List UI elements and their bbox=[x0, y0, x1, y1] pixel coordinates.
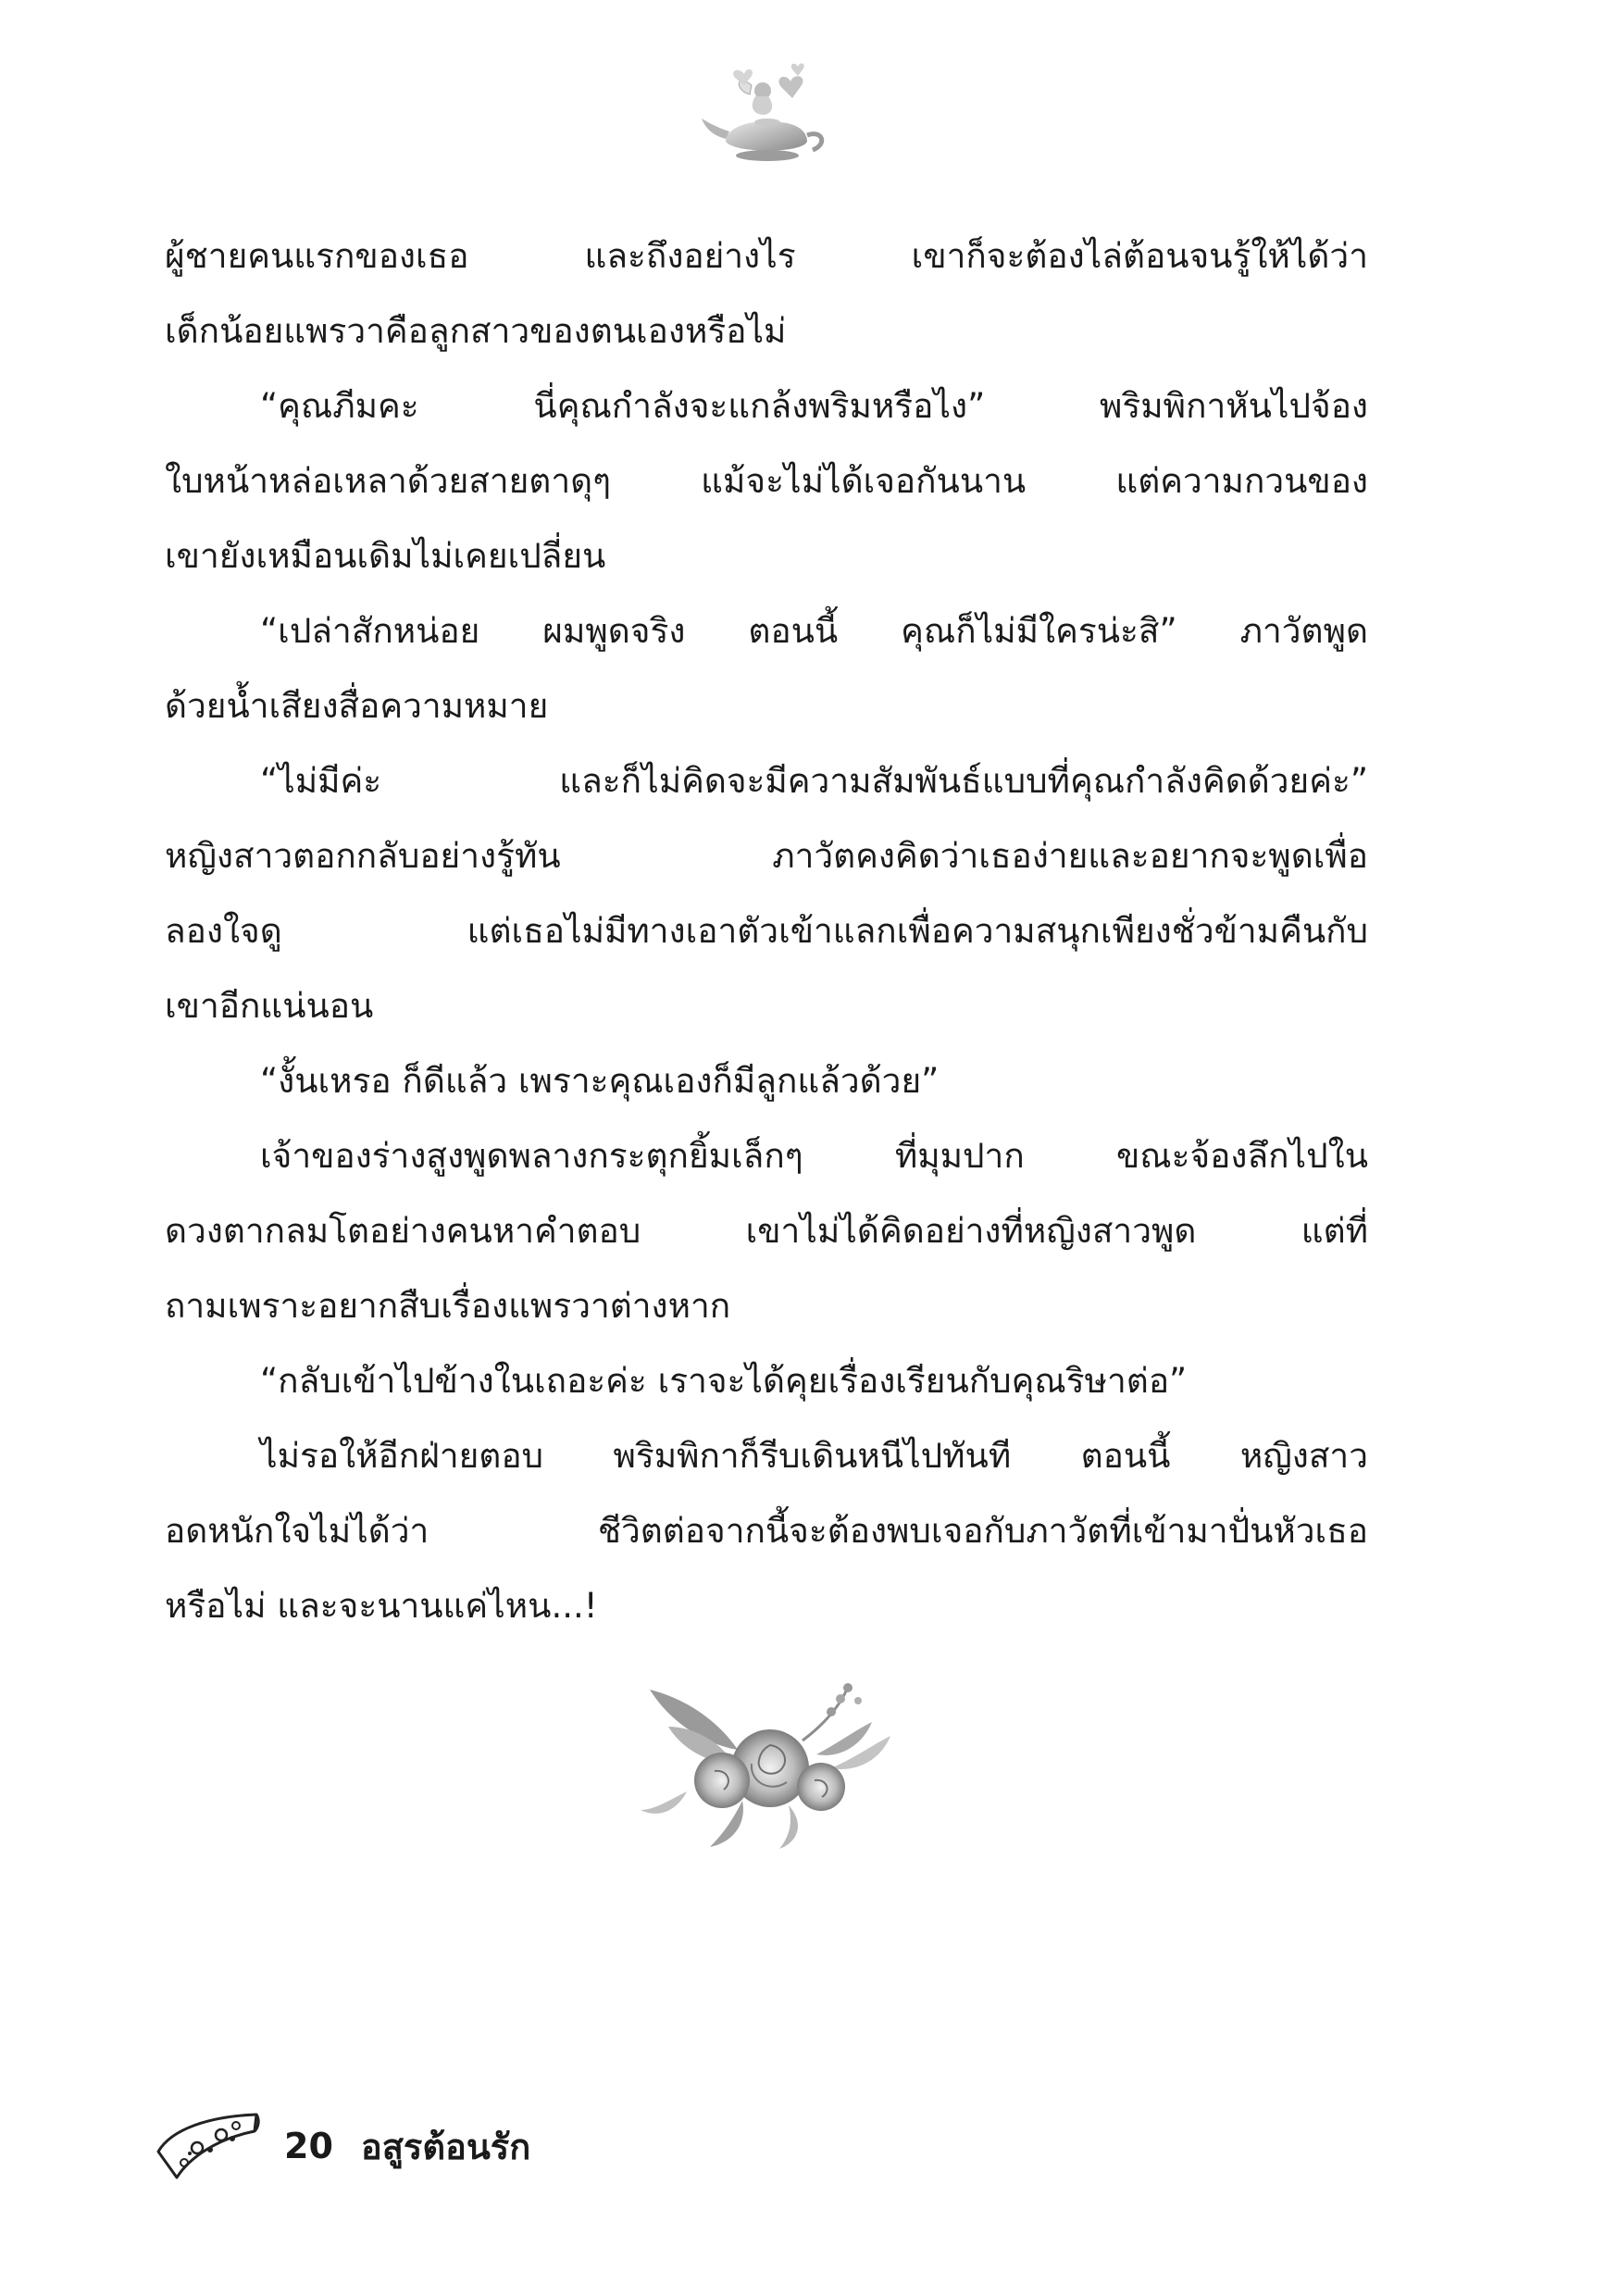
body-text bbox=[165, 218, 1368, 1643]
body-line: เจ้าของร่างสูงพูดพลางกระตุกยิ้มเล็กๆ ที่มุมปาก ขณะจ้องลึกไปใน bbox=[260, 1136, 1368, 1176]
body-line: ผู้ชายคนแรกของเธอ และถึงอย่างไร เขาก็จะต้องไล่ต้อนจนรู้ให้ได้ว่า bbox=[165, 236, 1368, 276]
body-line: เด็กน้อยแพรวาคือลูกสาวของตนเองหรือไม่ bbox=[165, 311, 787, 351]
body-line: เขายังเหมือนเดิมไม่เคยเปลี่ยน bbox=[165, 536, 606, 576]
page-footer bbox=[153, 2100, 530, 2192]
pizza-slice-icon bbox=[153, 2111, 264, 2181]
body-line: “ไม่มีค่ะ และก็ไม่คิดจะมีความสัมพันธ์แบบที่คุณกำลังคิดด้วยค่ะ” bbox=[260, 761, 1368, 801]
body-line: ใบหน้าหล่อเหลาด้วยสายตาดุๆ แม้จะไม่ได้เจอกันนาน แต่ความกวนของ bbox=[165, 461, 1368, 501]
book-title: อสูรต้อนรัก bbox=[360, 2126, 531, 2167]
body-line: หรือไม่ และจะนานแค่ไหน...! bbox=[165, 1586, 598, 1626]
teapot-cupid-icon bbox=[698, 54, 837, 174]
body-line: ลองใจดู แต่เธอไม่มีทางเอาตัวเข้าแลกเพื่อความสนุกเพียงชั่วข้ามคืนกับ bbox=[165, 911, 1368, 951]
body-line: อดหนักใจไม่ได้ว่า ชีวิตต่อจากนี้จะต้องพบเจอกับภาวัตที่เข้ามาปั่นหัวเธอ bbox=[165, 1511, 1368, 1551]
body-line: หญิงสาวตอกกลับอย่างรู้ทัน ภาวัตคงคิดว่าเธอง่ายและอยากจะพูดเพื่อ bbox=[165, 836, 1368, 876]
body-line: “กลับเข้าไปข้างในเถอะค่ะ เราจะได้คุยเรื่องเรียนกับคุณริษาต่อ” bbox=[260, 1361, 1188, 1401]
body-line: ด้วยน้ำเสียงสื่อความหมาย bbox=[165, 686, 549, 726]
body-line: ดวงตากลมโตอย่างคนหาคำตอบ เขาไม่ได้คิดอย่างที่หญิงสาวพูด แต่ที่ bbox=[165, 1211, 1368, 1251]
body-line: เขาอีกแน่นอน bbox=[165, 986, 374, 1026]
body-line: “งั้นเหรอ ก็ดีแล้ว เพราะคุณเองก็มีลูกแล้วด้วย” bbox=[260, 1061, 940, 1101]
body-line: ถามเพราะอยากสืบเรื่องแพรวาต่างหาก bbox=[165, 1286, 731, 1326]
rose-bouquet-icon bbox=[631, 1671, 909, 1852]
body-line: “เปล่าสักหน่อย ผมพูดจริง ตอนนี้ คุณก็ไม่มีใครน่ะสิ” ภาวัตพูด bbox=[260, 611, 1368, 651]
body-line: “คุณภีมคะ นี่คุณกำลังจะแกล้งพริมหรือไง” พริมพิกาหันไปจ้อง bbox=[260, 386, 1368, 426]
body-line: ไม่รอให้อีกฝ่ายตอบ พริมพิกาก็รีบเดินหนีไปทันที ตอนนี้ หญิงสาว bbox=[260, 1436, 1368, 1476]
page-number: 20 bbox=[284, 2126, 333, 2166]
